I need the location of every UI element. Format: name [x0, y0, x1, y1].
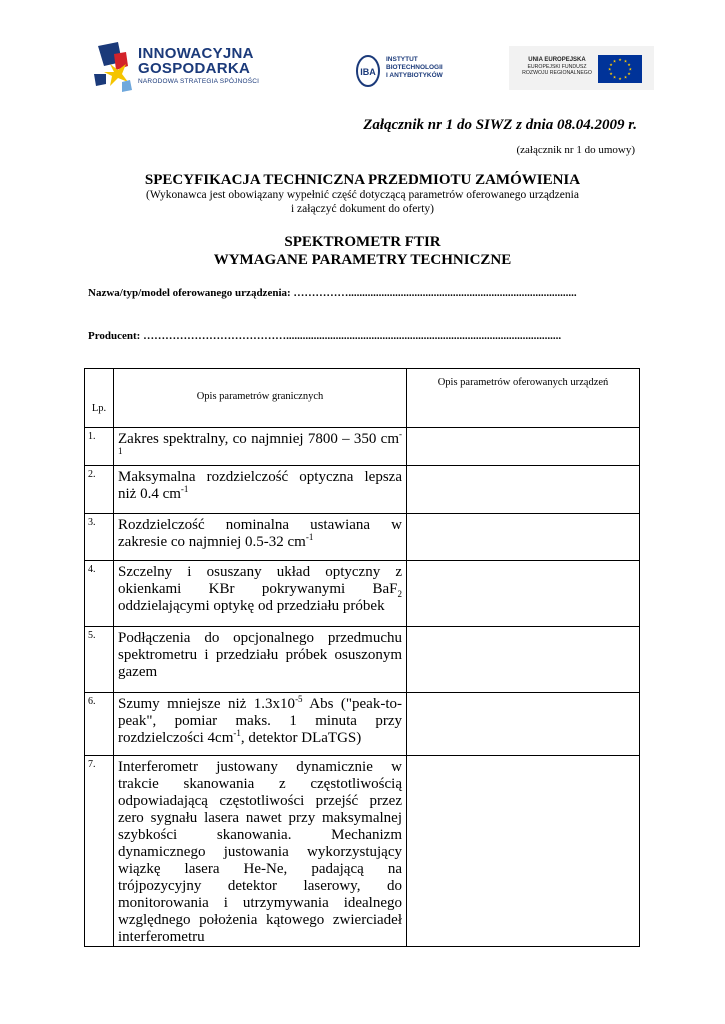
annex-heading: Załącznik nr 1 do SIWZ z dnia 08.04.2009 r.: [363, 117, 637, 133]
row-description: Rozdzielczość nominalna ustawiana w zakresie co najmniej 0.5-32 $cm^{-1}$: [114, 514, 407, 561]
iba-icon: [356, 55, 380, 87]
svg-text:★: ★: [627, 62, 631, 67]
table-row: [85, 627, 640, 693]
annex-subheading: (załącznik nr 1 do umowy): [516, 144, 635, 156]
eu-line-1: UNIA EUROPEJSKA: [528, 57, 586, 63]
row-offer-cell[interactable]: [407, 514, 640, 561]
svg-text:★: ★: [623, 58, 628, 64]
header-desc-label: Opis parametrów granicznych: [196, 391, 324, 402]
eu-line-2: EUROPEJSKI FUNDUSZ: [527, 63, 587, 70]
logo-line-2: GOSPODARKA: [138, 60, 251, 77]
svg-text:★: ★: [627, 71, 631, 76]
innowacyjna-gospodarka-logo: [92, 40, 262, 96]
svg-text:★: ★: [609, 71, 613, 76]
producer-field: [88, 330, 561, 342]
svg-text:★: ★: [612, 74, 617, 80]
header-lp: [85, 369, 114, 428]
table-row: [85, 693, 640, 756]
svg-text:★: ★: [607, 66, 612, 72]
table-row: [85, 561, 640, 627]
iba-line-3: I ANTYBIOTYKÓW: [386, 72, 443, 79]
producer-fill-line: …………………………………....................................................................................................: [143, 330, 562, 342]
header-offer-label: Opis parametrów oferowanych urządzeń: [437, 377, 609, 388]
row-offer-cell[interactable]: [407, 466, 640, 514]
table-row: [85, 514, 640, 561]
row-offer-cell[interactable]: [407, 627, 640, 693]
row-description: Podłączenia do opcjonalnego przedmuchu spektrometru i przedziału próbek osuszonym gazem: [114, 627, 407, 693]
star-icon: [92, 40, 134, 94]
row-lp: 4.: [85, 561, 114, 627]
header-lp-label: Lp.: [91, 402, 107, 414]
svg-text:★: ★: [612, 58, 617, 64]
model-label: Nazwa/typ/model oferowanego urządzenia:: [88, 287, 291, 299]
logo-subtitle: NARODOWA STRATEGIA SPÓJNOŚCI: [138, 78, 260, 85]
row-lp: 3.: [85, 514, 114, 561]
row-description: Szczelny i osuszany układ optyczny z okienkami KBr pokrywanymi BaF$_2$ oddzielającymi optykę od przedziału próbek: [114, 561, 407, 627]
model-fill-line: ……………...................................................................................: [293, 287, 577, 299]
header-offer: [407, 369, 640, 428]
svg-text:★: ★: [628, 66, 633, 72]
table-row: [85, 756, 640, 947]
row-lp: 5.: [85, 627, 114, 693]
row-description: Szumy mniejsze niż $1.3x10^{-5}$ Abs ("peak-to-peak", pomiar maks. 1 minuta przy rozdzielczości $4cm^{-1}$, detektor DLaTGS): [114, 693, 407, 756]
svg-text:★: ★: [609, 62, 613, 67]
svg-text:★: ★: [618, 57, 622, 62]
row-description: Zakres spektralny, co najmniej 7800 – 350 $cm^{-1}$: [114, 428, 407, 466]
iba-line-2: BIOTECHNOLOGII: [386, 64, 443, 71]
instruction-note-2: i załączyć dokument do oferty): [290, 203, 435, 215]
svg-text:★: ★: [623, 74, 628, 80]
model-field: [88, 287, 577, 299]
producer-label: Producent:: [88, 330, 141, 342]
row-offer-cell[interactable]: [407, 693, 640, 756]
eu-flag-icon: [598, 55, 642, 83]
instruction-note-1: (Wykonawca jest obowiązany wypełnić część dotyczącą parametrów oferowanego urządzenia: [146, 189, 579, 201]
parameters-title: WYMAGANE PARAMETRY TECHNICZNE: [213, 252, 512, 268]
row-offer-cell[interactable]: [407, 756, 640, 947]
row-offer-cell[interactable]: [407, 561, 640, 627]
page-title: SPECYFIKACJA TECHNICZNA PRZEDMIOTU ZAMÓWIENIA: [144, 172, 581, 188]
row-lp: 2.: [85, 466, 114, 514]
parameters-table: [84, 368, 640, 947]
row-lp: 1.: [85, 428, 114, 466]
row-lp: 6.: [85, 693, 114, 756]
row-description: Maksymalna rozdzielczość optyczna lepsza niż 0.4 $cm^{-1}$: [114, 466, 407, 514]
iba-mark-text: IBA: [360, 67, 376, 77]
header-desc: [114, 369, 407, 428]
iba-line-1: INSTYTUT: [386, 56, 418, 63]
logo-line-1: INNOWACYJNA: [138, 45, 254, 62]
row-description: Interferometr justowany dynamicznie w trakcie skanowania z częstotliwością odpowiadającą częstotliwości przejść przez zero sygnału lasera nawet przy maksymalnej szybkości skanowania. Mechanizm dynamicznego justowania wykorzystujący wiązkę lasera He-Ne, padającą na trójpozycyjny detektor laserowy, do monitorowania i utrzymywania idealnego względnego położenia kątowego zwierciadeł interferometru: [114, 756, 407, 947]
eu-line-3: ROZWOJU REGIONALNEGO: [522, 70, 592, 76]
iba-logo: [356, 55, 456, 89]
table-header-row: [85, 369, 640, 428]
row-lp: 7.: [85, 756, 114, 947]
device-title: SPEKTROMETR FTIR: [284, 234, 441, 250]
svg-text:★: ★: [618, 76, 622, 81]
table-row: [85, 466, 640, 514]
eu-logo: [509, 46, 654, 90]
row-offer-cell[interactable]: [407, 428, 640, 466]
table-row: [85, 428, 640, 466]
